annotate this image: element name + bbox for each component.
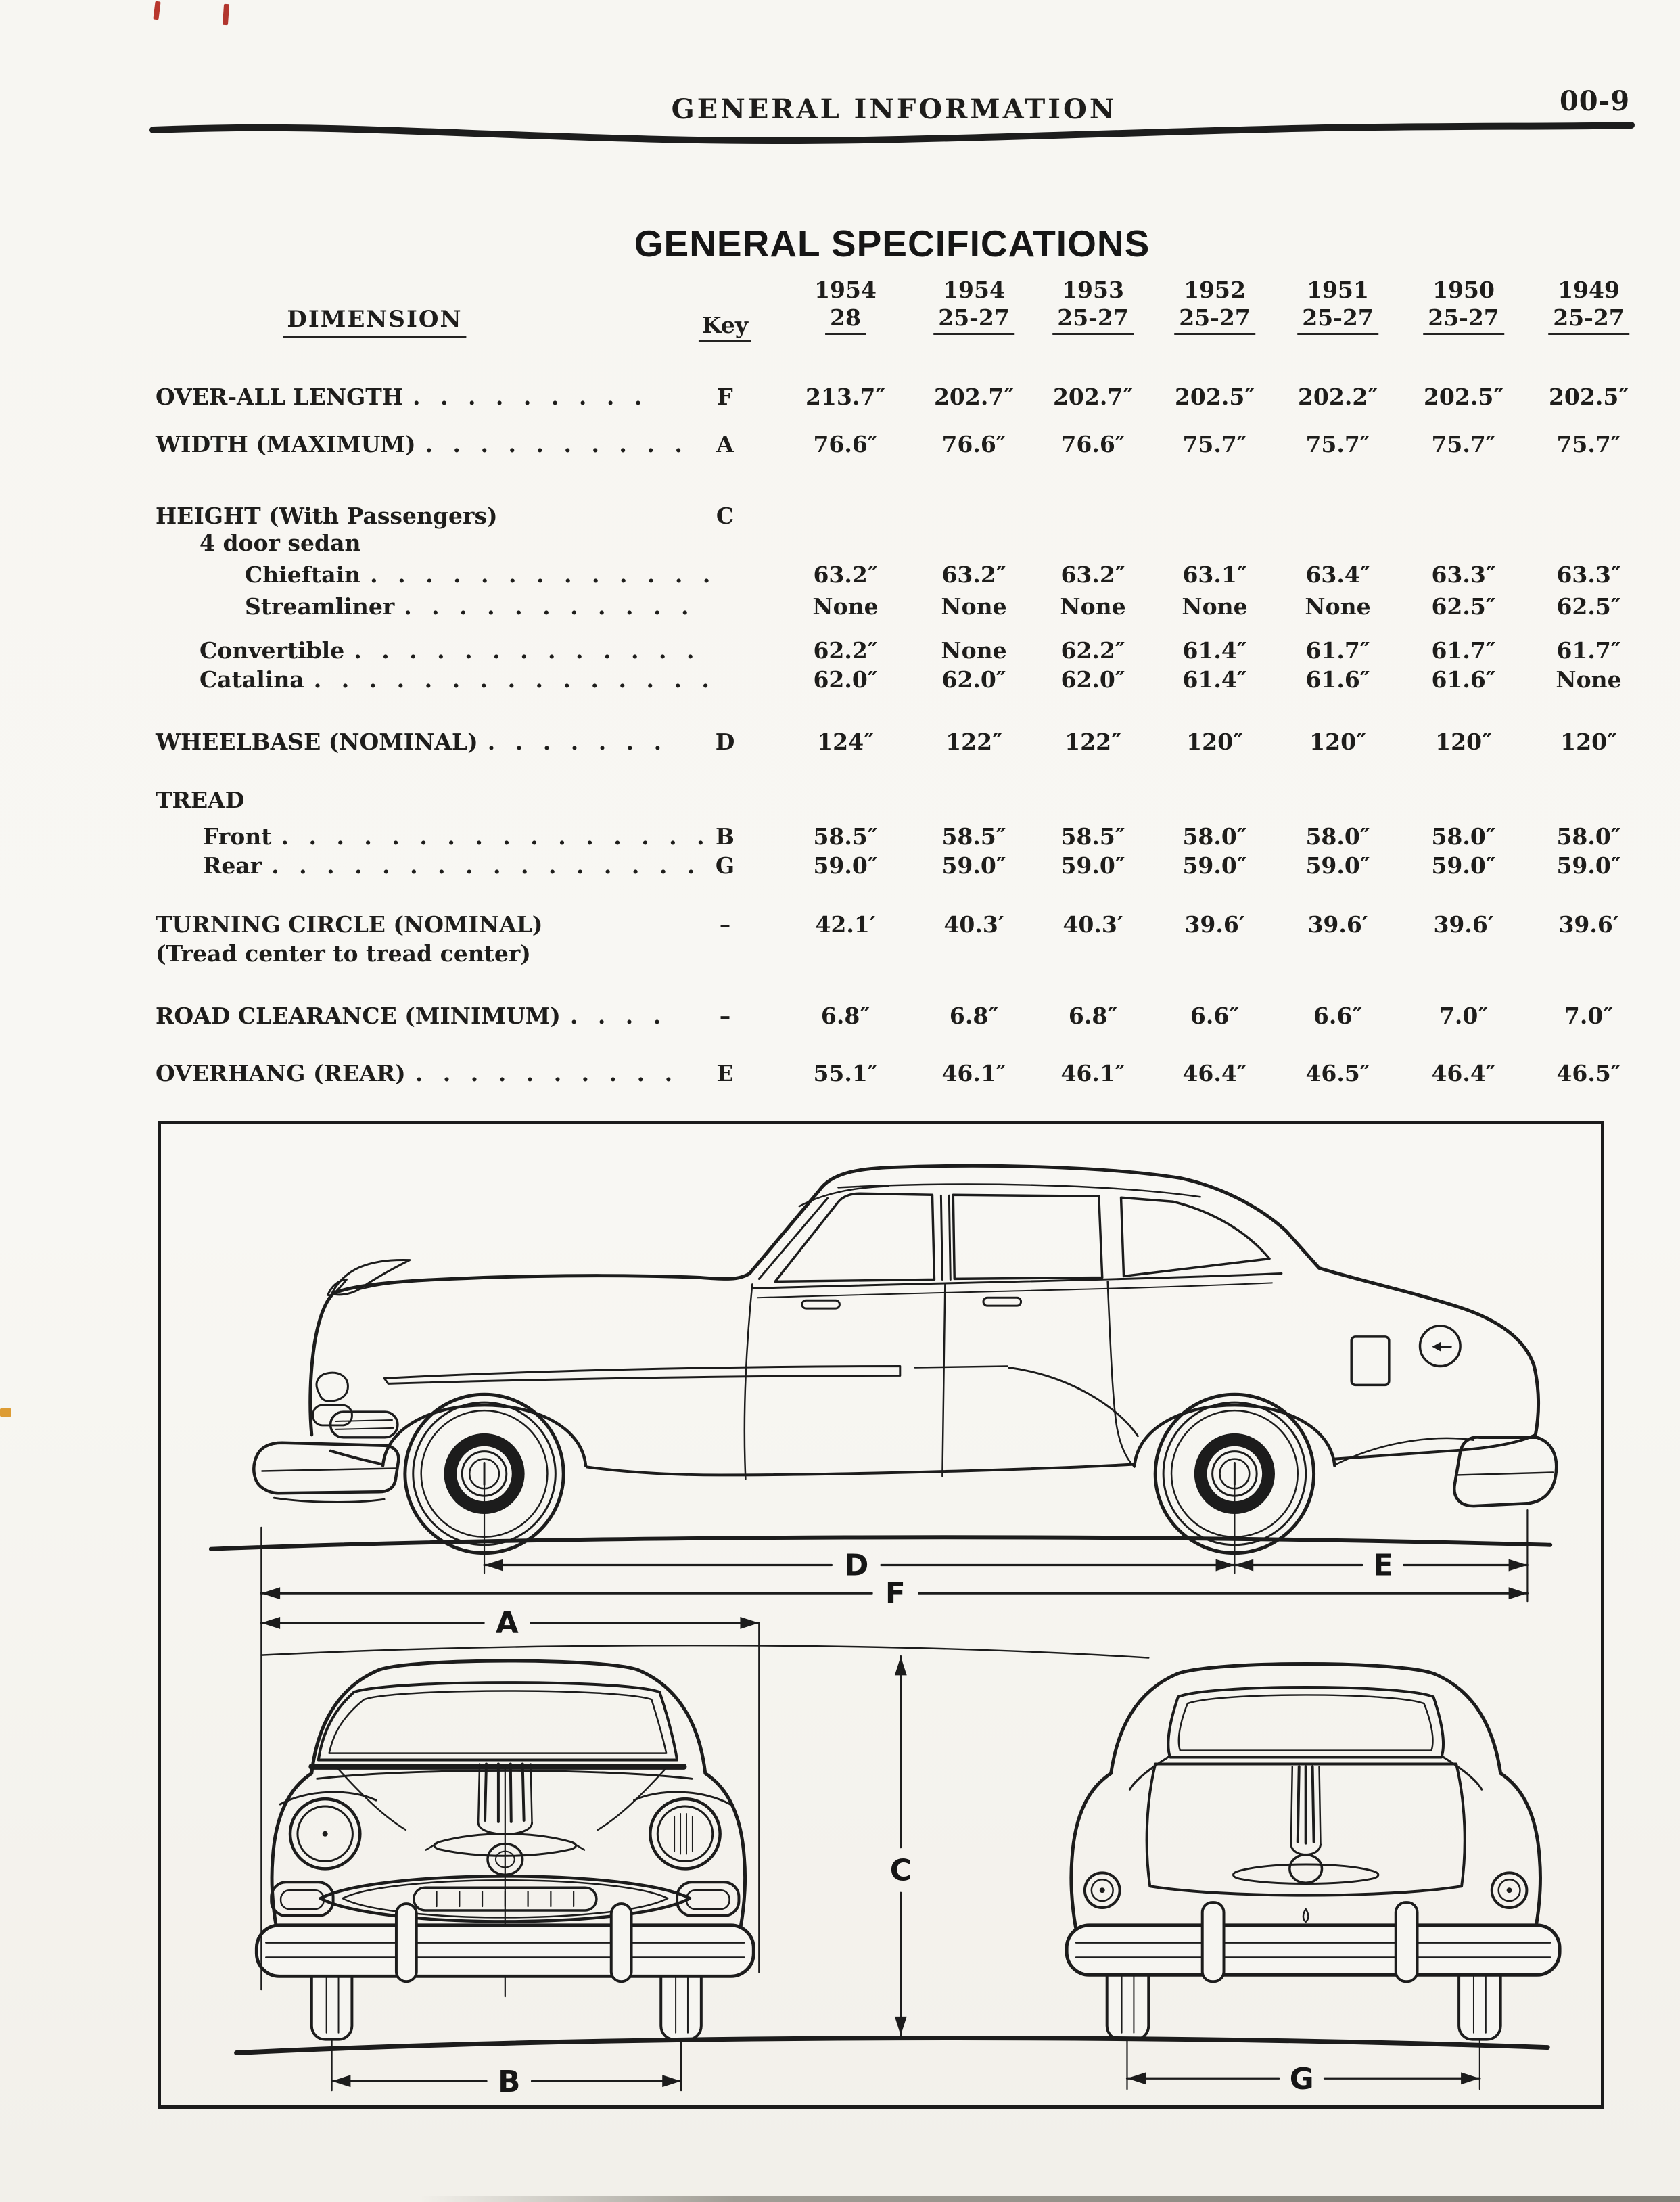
column-model: 25-27 (1423, 304, 1504, 335)
column-model: 28 (825, 304, 866, 335)
value-cell: 63.4″ (1305, 561, 1370, 588)
leader-dots: . . . . . . . . . (412, 384, 649, 410)
row-label: 4 door sedan (200, 530, 361, 556)
value-cell: 6.8″ (820, 1003, 870, 1029)
value-cell: 120″ (1435, 729, 1492, 755)
value-cell: 46.4″ (1431, 1060, 1496, 1086)
scan-artifact-orange (0, 1408, 11, 1417)
value-cell: 6.8″ (949, 1003, 999, 1029)
value-cell: 46.5″ (1556, 1060, 1621, 1086)
dim-label-c: C (889, 1853, 912, 1888)
scan-artifact-red (153, 1, 160, 20)
value-cell: 42.1′ (815, 911, 876, 938)
value-cell: 63.3″ (1556, 561, 1621, 588)
table-row (0, 939, 1680, 969)
row-label: WIDTH (MAXIMUM) . . . . . . . . . . (156, 431, 689, 457)
value-cell: 46.1″ (1060, 1060, 1125, 1086)
row-label: OVER-ALL LENGTH . . . . . . . . . (156, 384, 649, 410)
table-row (0, 785, 1680, 815)
dimension-figure (158, 1121, 1604, 2109)
value-cell: 62.5″ (1431, 593, 1496, 620)
value-cell: 55.1″ (813, 1060, 878, 1086)
leader-dots: . . . . . . . . . . . (404, 593, 695, 620)
row-label: WHEELBASE (NOMINAL) . . . . . . . (156, 729, 668, 755)
leader-dots: . . . . . . . . . . . . . . . . (281, 823, 711, 850)
column-model: 25-27 (1297, 304, 1378, 335)
key-cell: D (715, 729, 735, 755)
leader-dots: . . . . . . . . . . . . . (354, 637, 701, 664)
column-year: 1954 (943, 277, 1005, 303)
value-cell: 62.5″ (1556, 593, 1621, 620)
row-label: Convertible . . . . . . . . . . . . . (200, 637, 701, 664)
table-row (0, 592, 1680, 622)
value-cell: 59.0″ (1305, 852, 1370, 879)
value-cell: None (1182, 593, 1248, 620)
value-cell: 63.2″ (1060, 561, 1125, 588)
value-cell: 39.6′ (1184, 911, 1245, 938)
value-cell: None (1556, 666, 1622, 693)
row-label: Rear . . . . . . . . . . . . . . . . (203, 852, 701, 879)
value-cell: 62.0″ (941, 666, 1006, 693)
table-row (0, 528, 1680, 558)
value-cell: 202.5″ (1548, 384, 1629, 410)
table-header-column (1174, 276, 1255, 335)
value-cell: 75.7″ (1182, 431, 1247, 457)
key-cell: F (717, 384, 733, 410)
table-row (0, 727, 1680, 757)
value-cell: 63.3″ (1431, 561, 1496, 588)
value-cell: 39.6′ (1558, 911, 1619, 938)
table-row (0, 851, 1680, 881)
value-cell: None (941, 593, 1007, 620)
value-cell: 120″ (1186, 729, 1243, 755)
value-cell: 202.7″ (1052, 384, 1134, 410)
value-cell: 76.6″ (941, 431, 1006, 457)
value-cell: 75.7″ (1556, 431, 1621, 457)
key-cell: B (716, 823, 734, 850)
table-header-column (1548, 276, 1629, 335)
value-cell: 59.0″ (1182, 852, 1247, 879)
value-cell: 6.6″ (1313, 1003, 1363, 1029)
value-cell: 213.7″ (805, 384, 886, 410)
value-cell: 58.0″ (1305, 823, 1370, 850)
value-cell: None (941, 637, 1007, 664)
value-cell: 202.5″ (1174, 384, 1255, 410)
value-cell: 6.6″ (1190, 1003, 1240, 1029)
running-head-title: GENERAL INFORMATION (671, 93, 1117, 125)
value-cell: 59.0″ (1060, 852, 1125, 879)
value-cell: 46.1″ (941, 1060, 1006, 1086)
row-label: HEIGHT (With Passengers) (156, 503, 498, 529)
leader-dots: . . . . . . . . . . (415, 1060, 679, 1086)
table-row (0, 382, 1680, 412)
value-cell: 61.7″ (1305, 637, 1370, 664)
dim-label-f: F (885, 1576, 906, 1611)
value-cell: 40.3′ (1063, 911, 1123, 938)
table-row (0, 1059, 1680, 1088)
leader-dots: . . . . . . . . . . (425, 431, 689, 457)
row-label: (Tread center to tread center) (156, 940, 531, 967)
value-cell: 122″ (1065, 729, 1121, 755)
value-cell: 39.6′ (1307, 911, 1368, 938)
value-cell: 62.0″ (813, 666, 878, 693)
value-cell: 58.5″ (941, 823, 1006, 850)
page-number: 00-9 (1559, 85, 1631, 117)
scan-edge-shadow (419, 2196, 1680, 2202)
value-cell: 61.4″ (1182, 666, 1247, 693)
value-cell: 120″ (1560, 729, 1617, 755)
key-cell: – (719, 1003, 731, 1029)
value-cell: 58.5″ (1060, 823, 1125, 850)
key-cell: C (716, 503, 734, 529)
table-row (0, 636, 1680, 666)
value-cell: 59.0″ (1431, 852, 1496, 879)
column-year: 1949 (1558, 277, 1620, 303)
value-cell: 58.0″ (1182, 823, 1247, 850)
column-year: 1954 (814, 277, 877, 303)
value-cell: 61.6″ (1305, 666, 1370, 693)
value-cell: 61.6″ (1431, 666, 1496, 693)
column-model: 25-27 (1052, 304, 1134, 335)
value-cell: 61.4″ (1182, 637, 1247, 664)
value-cell: 61.7″ (1431, 637, 1496, 664)
value-cell: 39.6′ (1433, 911, 1494, 938)
table-header-dimension: DIMENSION (283, 306, 466, 338)
table-row (0, 560, 1680, 590)
value-cell: 75.7″ (1305, 431, 1370, 457)
leader-dots: . . . . . . . . . . . . . (370, 561, 717, 588)
table-row (0, 501, 1680, 531)
value-cell: 76.6″ (1060, 431, 1125, 457)
value-cell: 122″ (946, 729, 1002, 755)
value-cell: 7.0″ (1439, 1003, 1489, 1029)
key-cell: G (715, 852, 735, 879)
row-label: Front . . . . . . . . . . . . . . . . (203, 823, 711, 850)
table-header-key: Key (699, 313, 751, 342)
value-cell: None (1305, 593, 1371, 620)
value-cell: 62.2″ (813, 637, 878, 664)
leader-dots: . . . . . . . (487, 729, 668, 755)
figure-svg (161, 1124, 1601, 2105)
table-header-column (1297, 276, 1378, 335)
car-rear-view (1067, 1664, 1560, 2040)
value-cell: 124″ (817, 729, 874, 755)
dim-label-d: D (844, 1548, 869, 1583)
table-row (0, 665, 1680, 695)
column-model: 25-27 (1548, 304, 1629, 335)
car-side-view (211, 1166, 1556, 1553)
table-header-column (933, 276, 1014, 335)
row-label: Streamliner . . . . . . . . . . . (245, 593, 695, 620)
key-cell: E (716, 1060, 734, 1086)
leader-dots: . . . . . . . . . . . . . . . . (271, 852, 701, 879)
value-cell: 76.6″ (813, 431, 878, 457)
car-front-view (256, 1661, 753, 2040)
value-cell: 61.7″ (1556, 637, 1621, 664)
row-label: TURNING CIRCLE (NOMINAL) (156, 911, 543, 938)
value-cell: 58.0″ (1556, 823, 1621, 850)
table-row (0, 1001, 1680, 1031)
value-cell: 120″ (1309, 729, 1366, 755)
column-model: 25-27 (933, 304, 1014, 335)
value-cell: 63.2″ (813, 561, 878, 588)
leader-dots: . . . . . . . . . . . . . . . (313, 666, 716, 693)
value-cell: 202.5″ (1423, 384, 1504, 410)
column-model: 25-27 (1174, 304, 1255, 335)
value-cell: 62.0″ (1060, 666, 1125, 693)
value-cell: 58.0″ (1431, 823, 1496, 850)
value-cell: 202.2″ (1297, 384, 1378, 410)
scan-artifact-red (223, 4, 229, 25)
dim-label-a: A (495, 1605, 519, 1641)
value-cell: 46.5″ (1305, 1060, 1370, 1086)
dim-label-b: B (498, 2065, 521, 2100)
column-year: 1952 (1184, 277, 1246, 303)
dimension-lines (237, 1476, 1548, 2099)
column-year: 1953 (1062, 277, 1124, 303)
value-cell: 75.7″ (1431, 431, 1496, 457)
section-title: GENERAL SPECIFICATIONS (634, 223, 1150, 265)
value-cell: 58.5″ (813, 823, 878, 850)
value-cell: 6.8″ (1068, 1003, 1118, 1029)
value-cell: 202.7″ (933, 384, 1014, 410)
value-cell: None (1060, 593, 1126, 620)
row-label: Chieftain . . . . . . . . . . . . . (245, 561, 717, 588)
key-cell: A (716, 431, 734, 457)
value-cell: 59.0″ (941, 852, 1006, 879)
row-label: OVERHANG (REAR) . . . . . . . . . . (156, 1060, 679, 1086)
table-row (0, 910, 1680, 940)
value-cell: 59.0″ (813, 852, 878, 879)
row-label: TREAD (156, 787, 245, 813)
column-year: 1951 (1307, 277, 1369, 303)
value-cell: 62.2″ (1060, 637, 1125, 664)
dim-label-g: G (1289, 2062, 1314, 2097)
leader-dots: . . . . (569, 1003, 668, 1029)
value-cell: 40.3′ (943, 911, 1004, 938)
row-label: Catalina . . . . . . . . . . . . . . . (200, 666, 716, 693)
key-cell: – (719, 911, 731, 938)
value-cell: 63.1″ (1182, 561, 1247, 588)
table-header-column (814, 276, 877, 335)
table-header-column (1052, 276, 1134, 335)
header-rule (149, 119, 1637, 150)
value-cell: 59.0″ (1556, 852, 1621, 879)
value-cell: 46.4″ (1182, 1060, 1247, 1086)
table-row (0, 430, 1680, 459)
table-header-column (1423, 276, 1504, 335)
table-row (0, 822, 1680, 852)
row-label: ROAD CLEARANCE (MINIMUM) . . . . (156, 1003, 668, 1029)
column-year: 1950 (1432, 277, 1495, 303)
value-cell: 63.2″ (941, 561, 1006, 588)
dim-label-e: E (1372, 1548, 1393, 1583)
value-cell: 7.0″ (1564, 1003, 1614, 1029)
value-cell: None (812, 593, 879, 620)
